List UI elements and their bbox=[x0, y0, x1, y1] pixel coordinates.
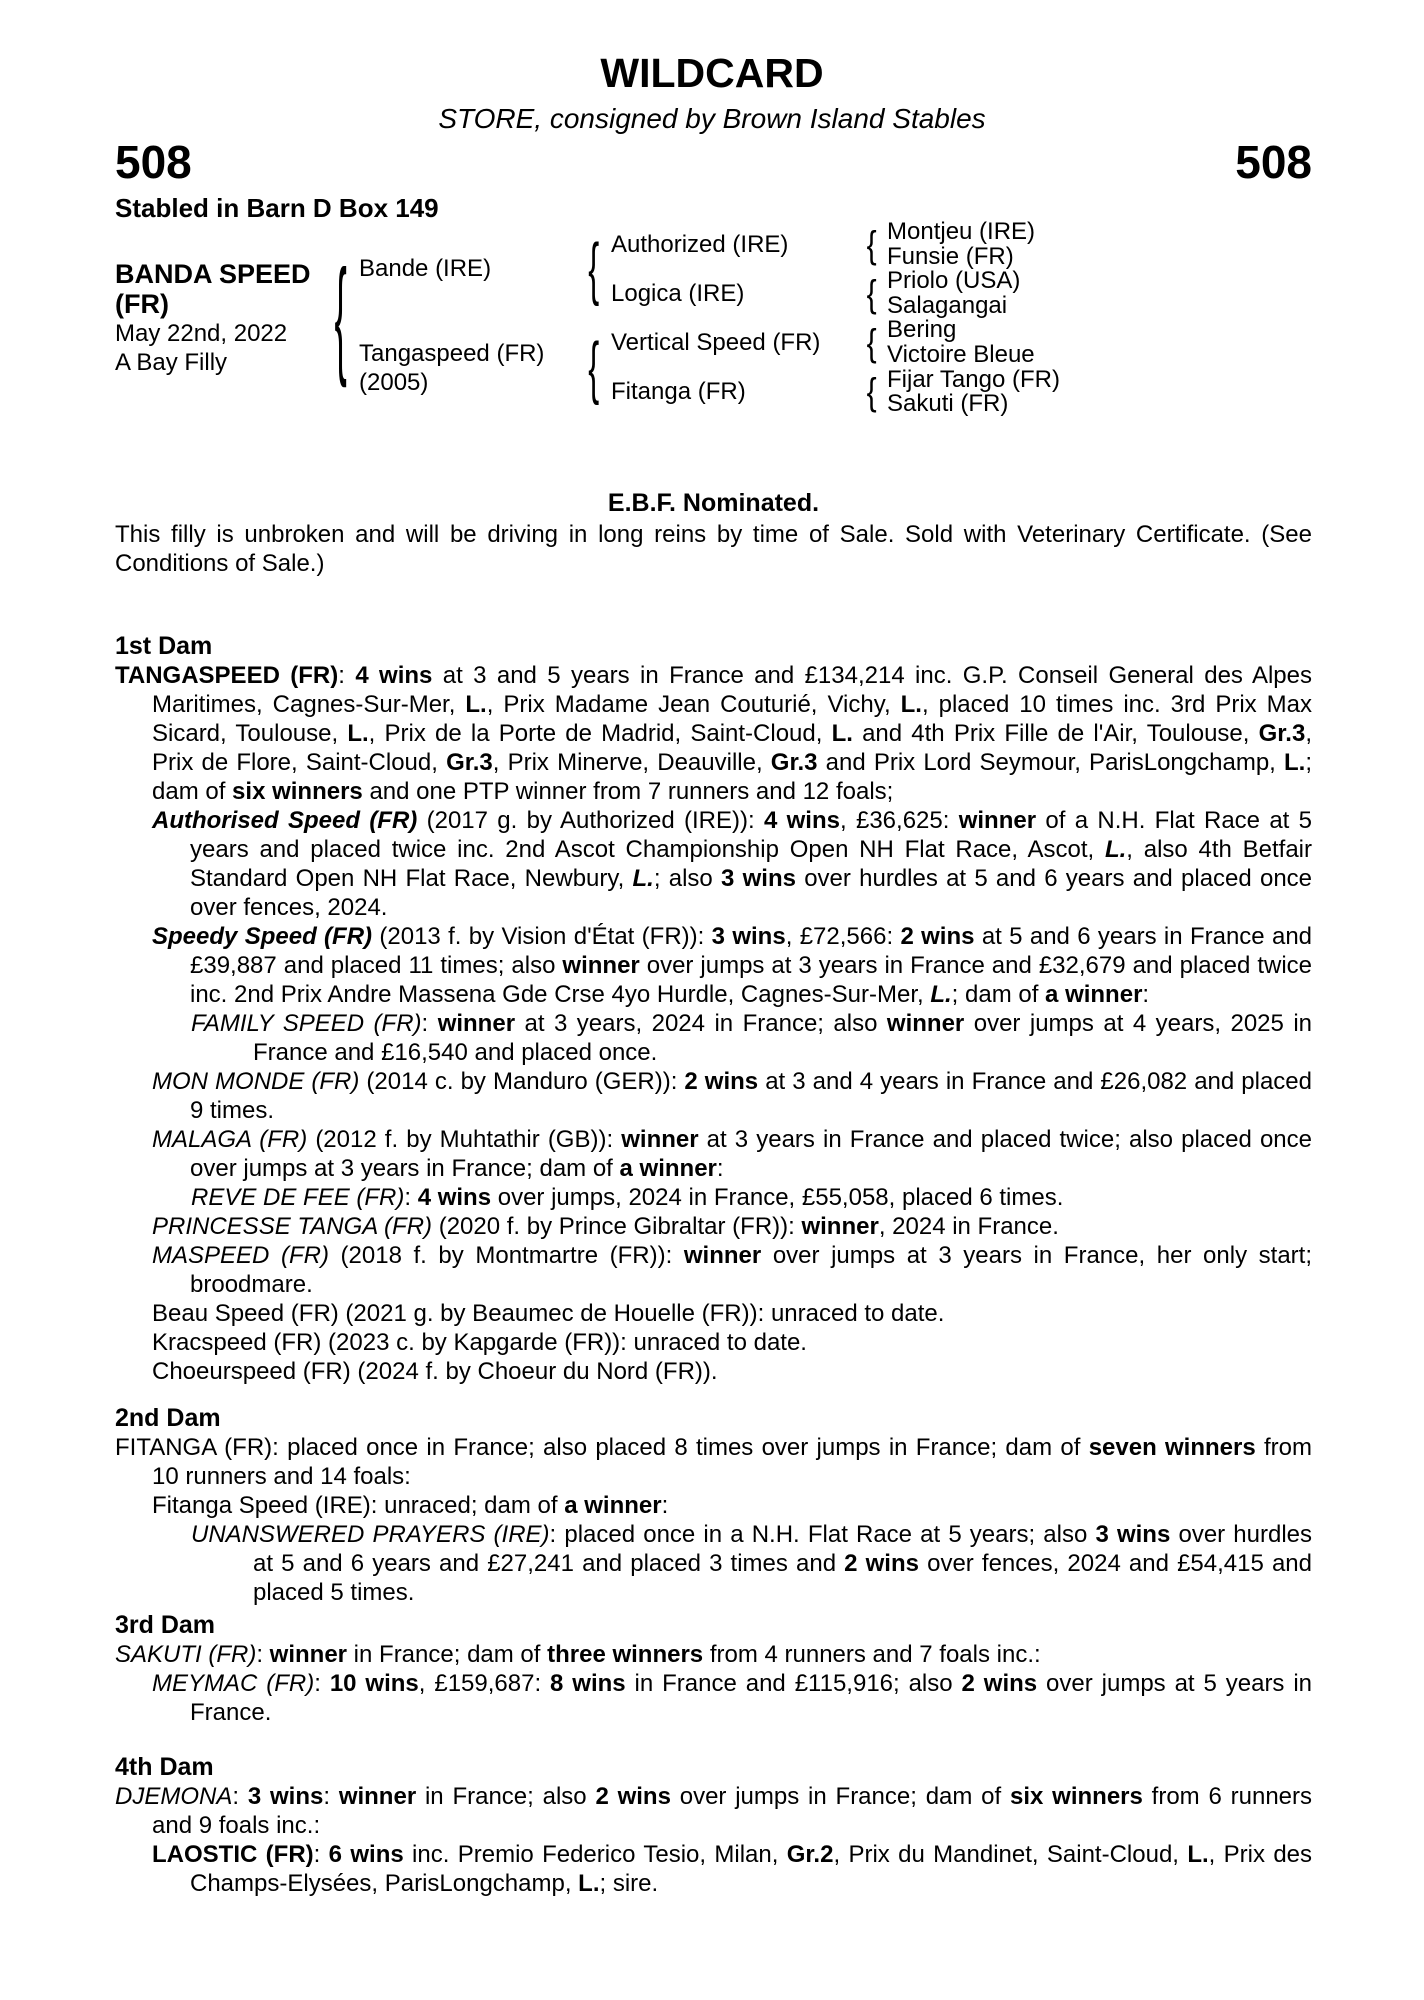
text-run: , £72,566: bbox=[785, 922, 901, 950]
text-run: six winners bbox=[232, 777, 363, 805]
pedigree-dam bbox=[359, 318, 577, 416]
text-run: , £36,625: bbox=[840, 806, 959, 834]
text-run: at 3 and 5 years in France and £134,214 inc. G.P. Conseil General des Alpes Maritimes, Cagnes-Sur-Mer, bbox=[152, 661, 1312, 718]
text-run: , Prix Minerve, Deauville, bbox=[492, 748, 771, 776]
text-run: MALAGA (FR) bbox=[152, 1125, 308, 1153]
text-run: MASPEED (FR) bbox=[152, 1241, 329, 1269]
text-run: 3 wins bbox=[247, 1782, 324, 1810]
pedigree-paragraph bbox=[152, 922, 1312, 1009]
text-run: over fences, 2024 and £54,415 and placed 5 times. bbox=[253, 1549, 1312, 1606]
text-run: Authorised Speed (FR) bbox=[152, 806, 418, 834]
pedigree-ancestor bbox=[887, 291, 1312, 319]
brace-glyph: { bbox=[866, 223, 878, 266]
text-run: L. bbox=[900, 690, 922, 718]
pedigree-ancestor bbox=[887, 242, 1312, 270]
text-run: winner bbox=[621, 1125, 699, 1153]
text-run: MON MONDE (FR) bbox=[152, 1067, 360, 1095]
text-run: : bbox=[404, 1183, 418, 1211]
pedigree-grandsire bbox=[611, 220, 857, 269]
text-run: : bbox=[314, 1669, 330, 1697]
text-run: and one PTP winner from 7 runners and 12 foals; bbox=[362, 777, 894, 805]
text-run: a winner bbox=[564, 1491, 662, 1519]
text-run: L. bbox=[831, 719, 853, 747]
pedigree-paragraph bbox=[152, 1212, 1312, 1241]
text-run: and 4th Prix Fille de l'Air, Toulouse, bbox=[852, 719, 1259, 747]
text-run: winner bbox=[958, 806, 1037, 834]
text-run: , Prix Madame Jean Couturié, Vichy, bbox=[486, 690, 901, 718]
pedigree-paragraph bbox=[115, 1640, 1312, 1669]
text-run: at 3 and 4 years in France and £26,082 and placed 9 times. bbox=[190, 1067, 1312, 1124]
brace-glyph: { bbox=[334, 246, 348, 390]
text-run: (2020 f. by Prince Gibraltar (FR)): bbox=[432, 1212, 802, 1240]
text-run: from 6 runners and 9 foals inc.: bbox=[152, 1782, 1313, 1839]
text-run: over hurdles at 5 and 6 years and £27,241 and placed 3 times and bbox=[253, 1520, 1313, 1577]
text-run: , £159,687: bbox=[418, 1669, 551, 1697]
text-run: 2 wins bbox=[684, 1067, 759, 1095]
pedigree-paragraph bbox=[152, 1669, 1312, 1727]
pedigree-brace bbox=[857, 318, 887, 367]
horse-name: Authorized (IRE) bbox=[611, 230, 789, 258]
text-run: Speedy Speed (FR) bbox=[152, 922, 373, 950]
sale-category-title: WILDCARD bbox=[600, 50, 824, 96]
text-run: : placed once in a N.H. Flat Race at 5 years; also bbox=[549, 1520, 1096, 1548]
text-run: , 2024 in France. bbox=[878, 1212, 1059, 1240]
pedigree-paragraph bbox=[115, 661, 1312, 806]
text-run: winner bbox=[801, 1212, 879, 1240]
text-run: three winners bbox=[547, 1640, 704, 1668]
pedigree-paragraph bbox=[152, 1067, 1312, 1125]
pedigree-subject bbox=[115, 220, 323, 417]
pedigree-paragraph bbox=[152, 1491, 1312, 1520]
text-run: 3 wins bbox=[1095, 1520, 1171, 1548]
text-run: L. bbox=[347, 719, 369, 747]
pedigree-paragraph bbox=[191, 1520, 1312, 1607]
pedigree-brace bbox=[857, 269, 887, 318]
sale-note bbox=[115, 520, 1312, 578]
text-run: winner bbox=[683, 1241, 762, 1269]
consignor-line: STORE, consigned by Brown Island Stables bbox=[438, 103, 986, 135]
text-run: 2 wins bbox=[900, 922, 975, 950]
text-run: MEYMAC (FR) bbox=[152, 1669, 315, 1697]
section-heading-3rd-dam: 3rd Dam bbox=[115, 1610, 216, 1639]
text-run: : bbox=[323, 1782, 339, 1810]
text-run: 2 wins bbox=[961, 1669, 1038, 1697]
text-run: Gr.3 bbox=[1258, 719, 1306, 747]
text-run: winner bbox=[886, 1009, 965, 1037]
text-run: L. bbox=[1187, 1840, 1209, 1868]
text-run: ; dam of bbox=[951, 980, 1046, 1008]
pedigree-paragraph bbox=[152, 1241, 1312, 1299]
text-run: Gr.2 bbox=[786, 1840, 834, 1868]
text-run: over jumps at 3 years in France, her only start; broodmare. bbox=[190, 1241, 1313, 1298]
stabling-info: Stabled in Barn D Box 149 bbox=[115, 193, 439, 224]
text-run: : bbox=[1142, 980, 1150, 1008]
pedigree-paragraph bbox=[152, 1299, 1312, 1328]
text-run: a winner bbox=[1045, 980, 1143, 1008]
text-run: over hurdles at 5 and 6 years and placed once over fences, 2024. bbox=[190, 864, 1313, 921]
text-run: (2017 g. by Authorized (IRE)): bbox=[417, 806, 764, 834]
text-run: : bbox=[256, 1640, 270, 1668]
text-run: of a N.H. Flat Race at 5 years and placed twice inc. 2nd Ascot Championship Open NH Flat Race, Ascot, bbox=[190, 806, 1313, 863]
text-run: TANGASPEED (FR) bbox=[115, 661, 339, 689]
text-run: , Prix du Mandinet, Saint-Cloud, bbox=[833, 1840, 1188, 1868]
brace-glyph: { bbox=[588, 329, 600, 406]
horse-name: Fitanga (FR) bbox=[611, 378, 746, 406]
pedigree-paragraph bbox=[152, 806, 1312, 922]
text-run: FAMILY SPEED (FR) bbox=[191, 1009, 422, 1037]
text-run: over jumps at 3 years in France and £32,679 and placed twice inc. 2nd Prix Andre Massena Gde Crse 4yo Hurdle, Cagnes-Sur-Mer, bbox=[190, 951, 1312, 1008]
subject-description: A Bay Filly bbox=[115, 349, 228, 377]
pedigree-ancestor bbox=[887, 220, 1312, 245]
pedigree-table bbox=[115, 220, 1312, 417]
brace-glyph: { bbox=[866, 272, 878, 315]
text-run: in France; dam of bbox=[347, 1640, 548, 1668]
text-run: L. bbox=[930, 980, 952, 1008]
pedigree-brace bbox=[323, 220, 359, 417]
text-run: and Prix Lord Seymour, ParisLongchamp, bbox=[817, 748, 1284, 776]
section-heading-2nd-dam: 2nd Dam bbox=[115, 1403, 221, 1432]
text-run: : bbox=[232, 1782, 248, 1810]
pedigree-brace bbox=[577, 318, 611, 416]
pedigree-ancestor bbox=[887, 318, 1312, 343]
pedigree-brace bbox=[857, 368, 887, 417]
horse-name: Priolo (USA) bbox=[887, 267, 1021, 295]
text-run: from 10 runners and 14 foals: bbox=[152, 1433, 1312, 1490]
pedigree-ancestor bbox=[887, 392, 1312, 417]
lot-number-row bbox=[115, 136, 1312, 189]
text-run: over jumps at 4 years, 2025 in France and £16,540 and placed once. bbox=[253, 1009, 1313, 1066]
pedigree-paragraph bbox=[115, 1433, 1312, 1491]
text-run: seven winners bbox=[1088, 1433, 1256, 1461]
text-run: inc. Premio Federico Tesio, Milan, bbox=[403, 1840, 787, 1868]
text-run: 4 wins bbox=[417, 1183, 492, 1211]
text-run: 3 wins bbox=[711, 922, 786, 950]
text-run: (2013 f. by Vision d'État (FR)): bbox=[372, 922, 712, 950]
text-run: , Prix de la Porte de Madrid, Saint-Cloud, bbox=[368, 719, 832, 747]
lot-number-right: 508 bbox=[1235, 136, 1312, 189]
text-run: over jumps at 5 years in France. bbox=[190, 1669, 1313, 1726]
pedigree-paragraph bbox=[191, 1183, 1312, 1212]
text-run: ; sire. bbox=[599, 1869, 659, 1897]
text-run: at 3 years in France and placed twice; also placed once over jumps at 3 years in France; dam of bbox=[190, 1125, 1312, 1182]
horse-name: Funsie (FR) bbox=[887, 242, 1014, 270]
pedigree-ancestor bbox=[887, 343, 1312, 368]
brace-glyph: { bbox=[866, 371, 878, 414]
text-run: winner bbox=[338, 1782, 417, 1810]
text-run: at 5 and 6 years in France and £39,887 and placed 11 times; also bbox=[190, 922, 1313, 979]
pedigree-granddam bbox=[611, 269, 857, 318]
text-run: in France; also bbox=[416, 1782, 596, 1810]
text-run: , Prix des Champs-Elysées, ParisLongchamp, bbox=[190, 1840, 1313, 1897]
pedigree-paragraph bbox=[152, 1328, 1312, 1357]
horse-name: Vertical Speed (FR) bbox=[611, 329, 821, 357]
text-run: Fitanga Speed (IRE): unraced; dam of bbox=[152, 1491, 565, 1519]
text-run: : bbox=[421, 1009, 438, 1037]
text-run: SAKUTI (FR) bbox=[115, 1640, 257, 1668]
text-run: ; also bbox=[653, 864, 722, 892]
text-run: 4 wins bbox=[355, 661, 433, 689]
text-run: in France and £115,916; also bbox=[625, 1669, 962, 1697]
subject-name: BANDA SPEED (FR) bbox=[115, 259, 311, 320]
pedigree-ancestor bbox=[887, 269, 1312, 294]
text-run: PRINCESSE TANGA (FR) bbox=[152, 1212, 433, 1240]
text-run: FITANGA (FR): placed once in France; also placed 8 times over jumps in France; dam of bbox=[115, 1433, 1089, 1461]
text-run: L. bbox=[1104, 835, 1127, 863]
pedigree-granddam bbox=[611, 368, 857, 417]
pedigree-brace bbox=[857, 220, 887, 269]
horse-name: Victoire Bleue bbox=[887, 341, 1035, 369]
pedigree-brace bbox=[577, 220, 611, 318]
text-run: L. bbox=[632, 864, 654, 892]
ebf-nominated-line: E.B.F. Nominated. bbox=[607, 488, 820, 517]
text-run: (2014 c. by Manduro (GER)): bbox=[359, 1067, 685, 1095]
pedigree-ancestor bbox=[887, 365, 1312, 393]
text-run: , also 4th Betfair Standard Open NH Flat Race, Newbury, bbox=[190, 835, 1312, 892]
text-run: Gr.3 bbox=[446, 748, 493, 776]
pedigree-paragraph bbox=[152, 1840, 1312, 1898]
brace-glyph: { bbox=[866, 322, 878, 364]
text-run: L. bbox=[1283, 748, 1306, 776]
section-heading-4th-dam: 4th Dam bbox=[115, 1752, 214, 1781]
text-run: 3 wins bbox=[721, 864, 796, 892]
text-run: Beau Speed (FR) (2021 g. by Beaumec de Houelle (FR)): unraced to date. bbox=[152, 1299, 945, 1327]
horse-name: Sakuti (FR) bbox=[887, 390, 1009, 418]
text-run: winner bbox=[437, 1009, 516, 1037]
horse-name: Salagangai bbox=[887, 291, 1008, 319]
text-run: UNANSWERED PRAYERS (IRE) bbox=[191, 1520, 550, 1548]
text-run: : bbox=[338, 661, 356, 689]
text-run: 2 wins bbox=[595, 1782, 671, 1810]
pedigree-paragraph bbox=[152, 1125, 1312, 1183]
text-run: LAOSTIC (FR) bbox=[152, 1840, 314, 1868]
horse-name: Bering bbox=[887, 316, 957, 344]
text-run: : bbox=[661, 1491, 669, 1519]
horse-name: Montjeu (IRE) bbox=[887, 218, 1036, 246]
text-run: (2018 f. by Montmartre (FR)): bbox=[328, 1241, 684, 1269]
horse-name: Tangaspeed (FR) bbox=[359, 339, 545, 367]
text-run: L. bbox=[465, 690, 487, 718]
text-run: This filly is unbroken and will be driving in long reins by time of Sale. Sold with Veterinary Certificate. (See Conditions of Sale.) bbox=[115, 520, 1312, 577]
horse-name: Logica (IRE) bbox=[611, 279, 745, 307]
text-run: 6 wins bbox=[328, 1840, 404, 1868]
brace-glyph: { bbox=[588, 231, 600, 308]
lot-number-left: 508 bbox=[115, 136, 192, 189]
text-run: winner bbox=[269, 1640, 348, 1668]
text-run: at 3 years, 2024 in France; also bbox=[515, 1009, 887, 1037]
pedigree-paragraph bbox=[191, 1009, 1312, 1067]
text-run: 4 wins bbox=[763, 806, 840, 834]
text-run: , placed 10 times inc. 3rd Prix Max Sicard, Toulouse, bbox=[152, 690, 1312, 747]
pedigree-paragraph bbox=[115, 1782, 1312, 1840]
pedigree-paragraph bbox=[152, 1357, 1312, 1386]
text-run: from 4 runners and 7 foals inc.: bbox=[703, 1640, 1041, 1668]
horse-name: Bande (IRE) bbox=[359, 255, 492, 283]
text-run: 10 wins bbox=[329, 1669, 419, 1697]
horse-year: (2005) bbox=[359, 368, 429, 396]
text-run: Choeurspeed (FR) (2024 f. by Choeur du Nord (FR)). bbox=[152, 1357, 718, 1385]
horse-name: Fijar Tango (FR) bbox=[887, 365, 1060, 393]
text-run: : bbox=[716, 1154, 724, 1182]
text-run: ; dam of bbox=[152, 748, 1312, 805]
text-run: winner bbox=[562, 951, 640, 979]
text-run: : bbox=[313, 1840, 329, 1868]
text-run: DJEMONA bbox=[115, 1782, 233, 1810]
pedigree-sire bbox=[359, 220, 577, 318]
text-run: six winners bbox=[1010, 1782, 1143, 1810]
text-run: , Prix de Flore, Saint-Cloud, bbox=[152, 719, 1312, 776]
text-run: L. bbox=[578, 1869, 600, 1897]
text-run: 2 wins bbox=[844, 1549, 919, 1577]
text-run: REVE DE FEE (FR) bbox=[191, 1183, 405, 1211]
text-run: over jumps in France; dam of bbox=[670, 1782, 1011, 1810]
text-run: Kracspeed (FR) (2023 c. by Kapgarde (FR)): unraced to date. bbox=[152, 1328, 807, 1356]
text-run: Gr.3 bbox=[770, 748, 818, 776]
subject-foaling-date: May 22nd, 2022 bbox=[115, 320, 288, 348]
text-run: 8 wins bbox=[550, 1669, 626, 1697]
section-heading-1st-dam: 1st Dam bbox=[115, 631, 213, 660]
text-run: over jumps, 2024 in France, £55,058, placed 6 times. bbox=[491, 1183, 1064, 1211]
text-run: (2012 f. by Muhtathir (GB)): bbox=[307, 1125, 622, 1153]
pedigree-grandsire bbox=[611, 318, 857, 367]
text-run: a winner bbox=[619, 1154, 717, 1182]
